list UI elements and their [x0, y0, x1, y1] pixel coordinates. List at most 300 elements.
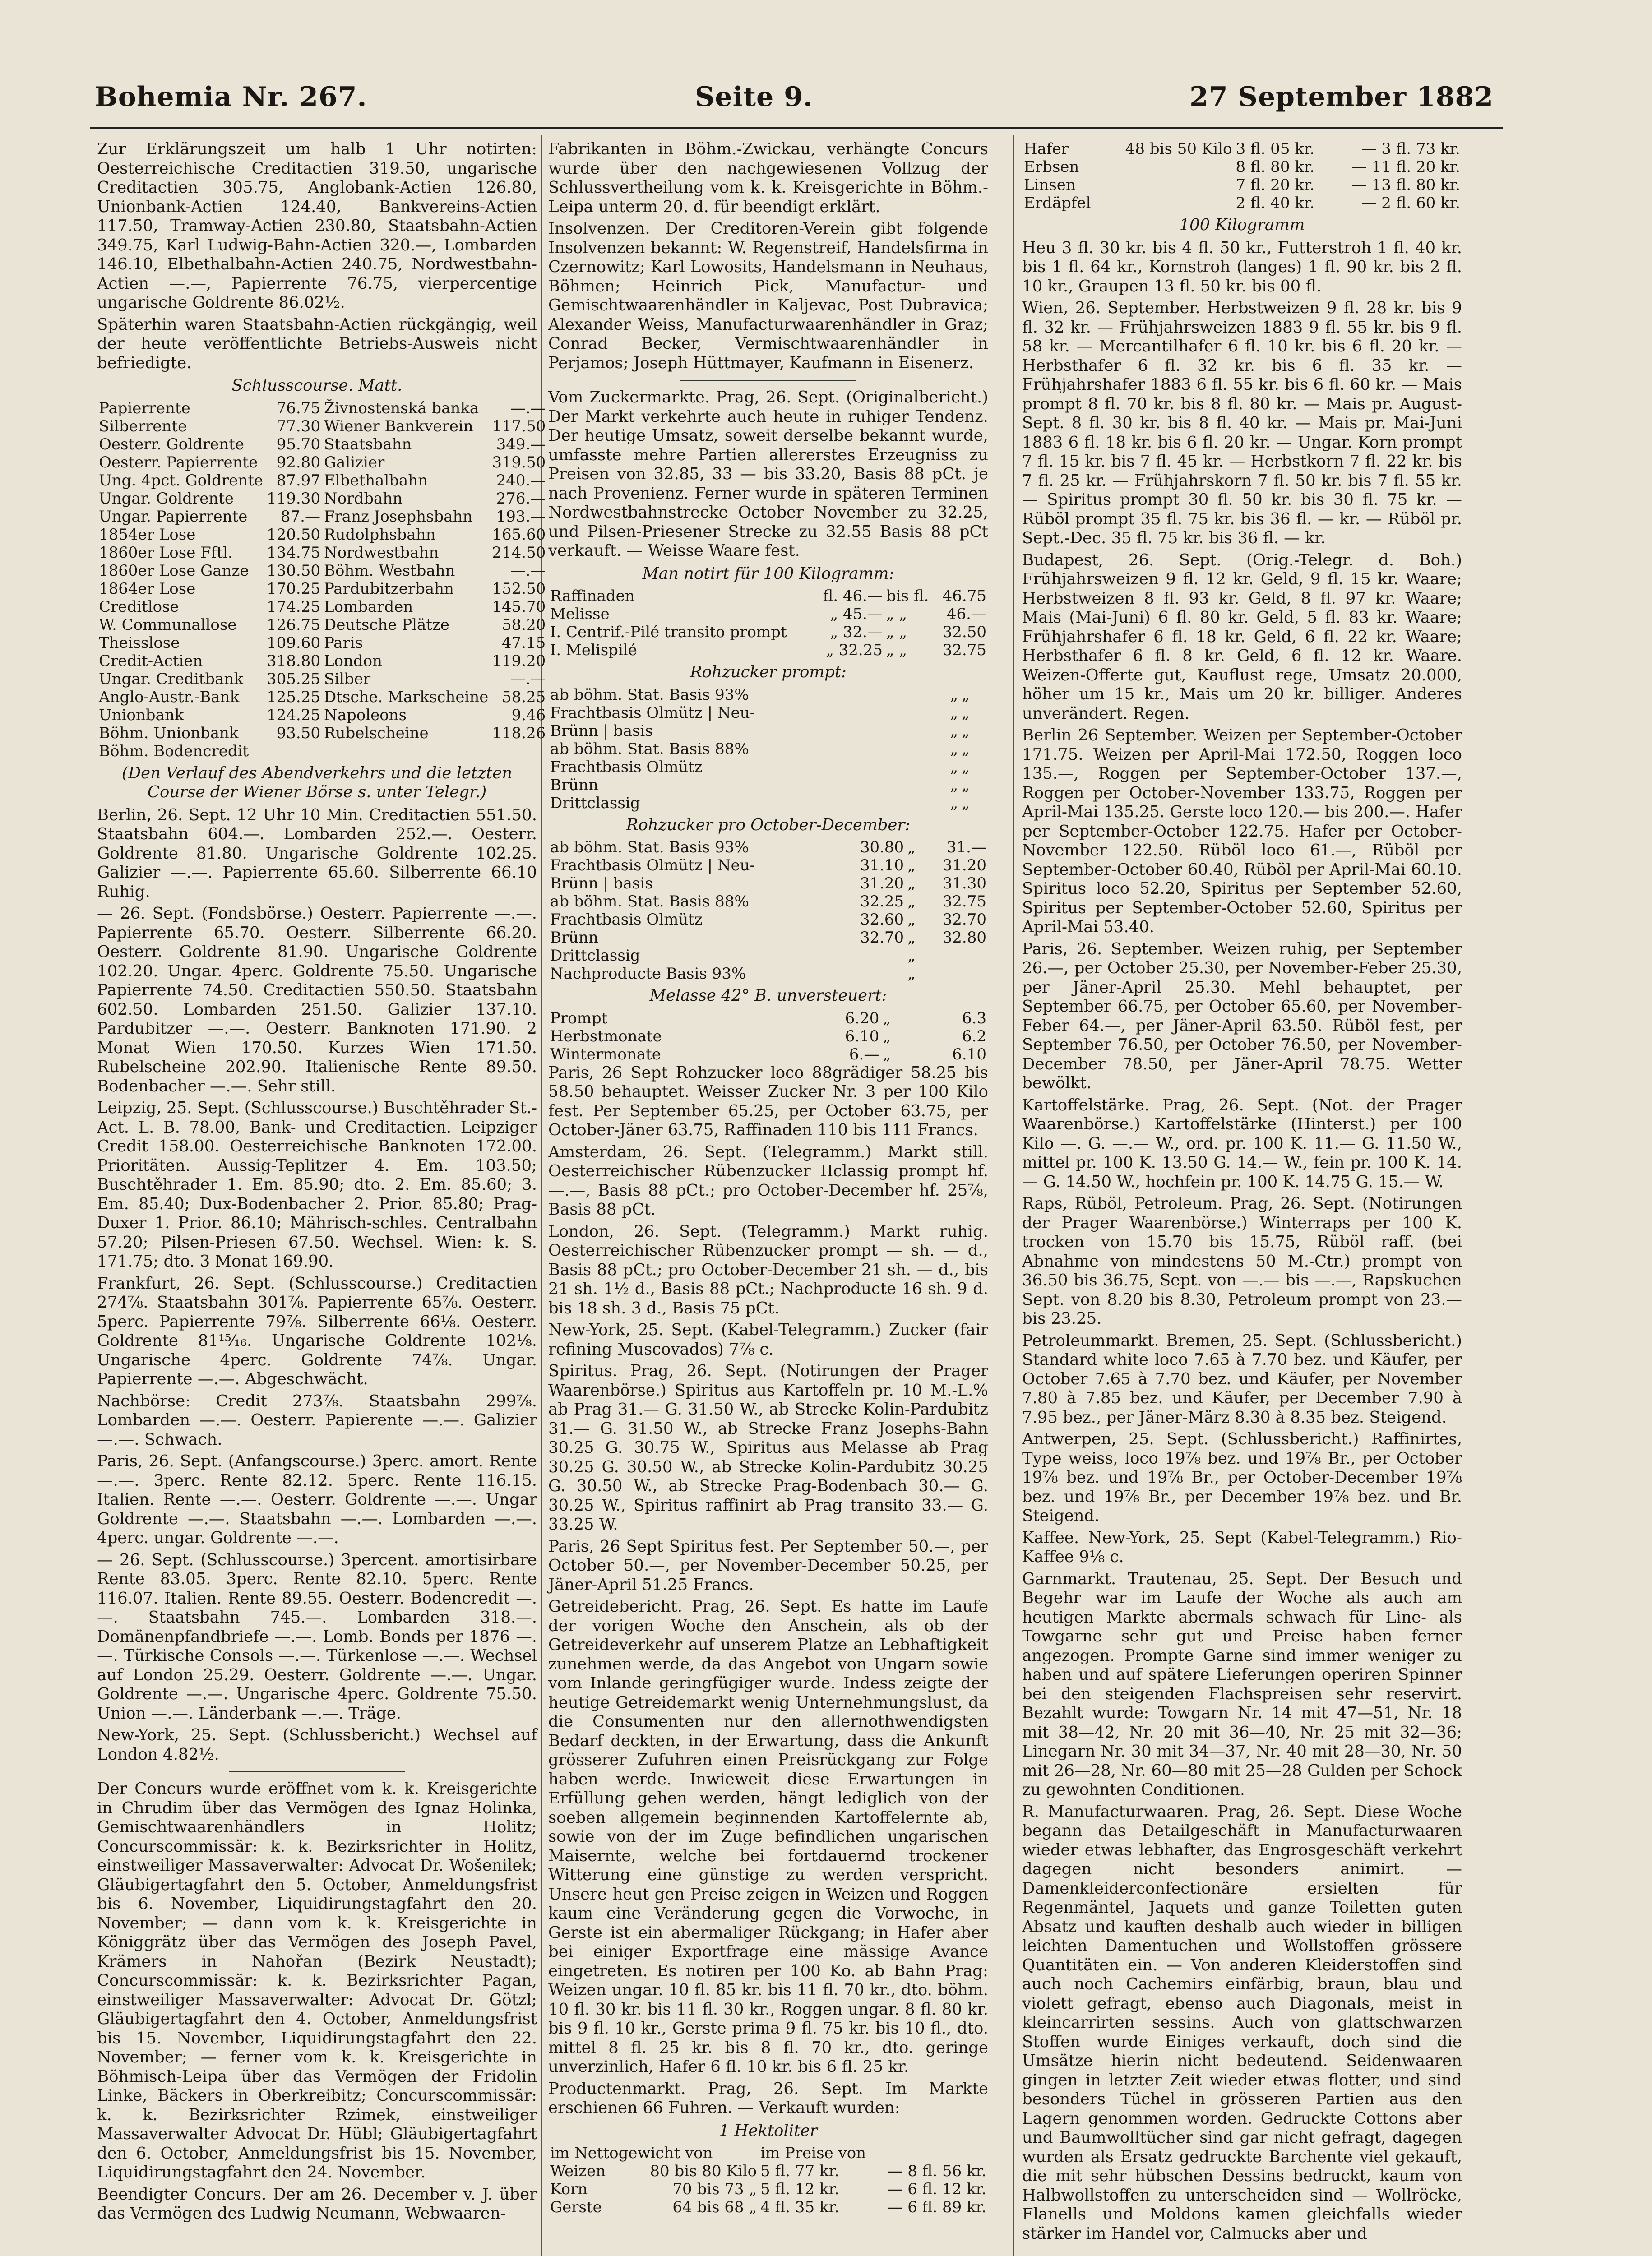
- header-rule: [90, 127, 1503, 129]
- table-cell: 318.80: [266, 652, 320, 670]
- table-cell: ab böhm. Stat. Basis 93%: [550, 685, 749, 704]
- leipzig-report: Leipzig, 25. Sept. (Schlusscourse.) Buschtěhrader St.-Act. L. B. 78.00, Bank- und Creditactien. Leipziger Credit 158.00. Oesterreichische Banknoten 172.00. Prioritäten. Aussig-Teplitzer 4. Em. 103.50; Buschtěhrader 1. Em. 85.90; dto. 2. Em. 85.60; 3. Em. 85.40; Dux-Bodenbacher 2. Prior. 85.80; Prag-Duxer 1. Prior. 86.10; Mährisch-schles. Centralbahn 57.20; Pilsen-Priesen 67.50. Wechsel. Wien: k. S. 171.75; dto. 3 Monat 169.90.: [97, 1099, 537, 1271]
- section-rule: [680, 380, 856, 381]
- petroleum-bremen: Petroleummarkt. Bremen, 25. Sept. (Schlussbericht.) Standard white loco 7.65 à 7.70 bez. und Käufer, per October 7.65 à 7.70 bez. und Käufer, per November 7.80 à 7.85 bez. und Käufer, per December 7.90 à 7.95 bez., per Jäner-März 8.30 à 8.35 bez. Steigend.: [1022, 1331, 1462, 1427]
- table-cell: [1105, 194, 1234, 212]
- textiles-market: R. Manufacturwaaren. Prag, 26. Sept. Diese Woche begann das Detailgeschäft in Manufacturwaaren wieder etwas lebhafter, das Engrosgeschäft verkehrt dagegen nicht besonders animirt. — Damenkleiderconfectionäre ersielten für Regenmäntel, Jaquets und ganze Toiletten guten Absatz und kauften deshalb auch wieder in billigen leichten Damentuchen und Wollstoffen grössere Quantitäten ein. — Von anderen Kleiderstoffen sind auch noch Cachemirs einfärbig, braun, blau und violett gefragt, ebenso auch Diagonals, meist in kleincarrirten sessins. Auch von glattschwarzen Stoffen wurde Einiges verkauft, doch sind die Umsätze hierin nicht bedeutend. Seidenwaaren gingen in letzter Zeit wieder etwas flotter, und sind besonders Tüchel in grösseren Partien aus den Lagern genommen worden. Gedruckte Cottons aber und Baumwolltücher sind gar nicht gefragt, dagegen wurden als Ersatz gedruckte Barchente viel gekauft, die mit sehr hübschen Dessins bedruckt, kaum von Halbwollstoffen zu unterscheiden sind — Wollröcke, Flanells und Moldons kamen gleichfalls wieder stärker im Handel vor, Calmucks aber und: [1022, 1802, 1462, 2243]
- table-cell: 76.75: [276, 399, 320, 417]
- table-cell: „ 32.—: [830, 623, 883, 641]
- table-cell: „: [962, 703, 970, 722]
- table-cell: 31.10: [860, 856, 904, 874]
- table-cell: „: [907, 874, 916, 892]
- table-cell: Franz Josephsbahn: [324, 507, 473, 526]
- table-cell: Gerste: [550, 2198, 602, 2216]
- table-cell: 46.75: [942, 587, 986, 605]
- table-cell: Böhm. Unionbank: [99, 724, 239, 742]
- sugar-row: [548, 587, 988, 605]
- newyork-sugar: New-York, 25. Sept. (Kabel-Telegramm.) Zucker (fair refining Muscovados) 7⅞ c.: [548, 1321, 988, 1359]
- potato-starch: Kartoffelstärke. Prag, 26. Sept. (Not. der Prager Waarenbörse.) Kartoffelstärke (Hinterst.) per 100 Kilo —. G. —.— W., ord. pr. 100 K. 11.— G. 11.50 W., mittel pr. 100 K. 13.50 G. 14.— W., fein pr. 100 K. 14.— G. 14.50 W., hochfein pr. 100 K. 14.75 G. 15.— W.: [1022, 1096, 1462, 1191]
- concurs-notice: Der Concurs wurde eröffnet vom k. k. Kreisgerichte in Chrudim über das Vermögen des Ignaz Holinka, Gemischtwaarenhändlers in Holitz; Concurscommissär: k. k. Bezirksrichter in Holitz, einstweiliger Massaverwalter: Advocat Dr. Wošenilek; Gläubigertagfahrt den 5. October, Anmeldungsfrist bis 6. November, Liquidirungstagfahrt den 20. November; — dann vom k. k. Kreisgerichte in Königgrätz über das Vermögen des Joseph Pavel, Krämers in Nahořan (Bezirk Neustadt); Concurscommissär: k. k. Bezirksrichter Pagan, einstweiliger Massaverwalter: Advocat Dr. Götzl; Gläubigertagfahrt den 4. October, Anmeldungsfrist bis 15. November, Liquidirungstagfahrt den 22. November; — ferner vom k. k. Kreisgerichte in Böhmisch-Leipa über das Vermögen der Fridolin Linke, Bäckers in Oberkreibitz; Concurscommissär: k. k. Bezirksrichter Rzimek, einstweiliger Massaverwalter Advocat Dr. Hübl; Gläubigertagfahrt den 6. October, Anmeldungsfrist bis 15. November, Liquidirungstagfahrt den 24. November.: [97, 1780, 537, 2182]
- table-cell: „ „: [886, 605, 907, 623]
- raw-sugar-row: [548, 892, 988, 911]
- table-cell: „: [950, 703, 958, 722]
- table-cell: 93.50: [276, 724, 320, 742]
- table-cell: Brünn: [550, 776, 598, 794]
- column-2: [548, 140, 988, 2256]
- table-cell: Erbsen: [1024, 158, 1079, 176]
- table-cell: 87.97: [276, 471, 320, 490]
- table-cell: 276.—: [496, 489, 546, 508]
- table-cell: Melisse: [550, 605, 610, 623]
- table-cell: Herbstmonate: [550, 1027, 662, 1045]
- closing-rates-table: [97, 399, 547, 760]
- produce-row: [1022, 158, 1462, 176]
- table-cell: 109.60: [266, 633, 320, 652]
- table-cell: 6.3: [962, 1009, 986, 1027]
- table-cell: 32.75: [942, 641, 986, 659]
- table-cell: 7 fl. 20 kr.: [1236, 176, 1315, 194]
- rate-row: [97, 706, 547, 724]
- produce-market: Productenmarkt. Prag, 26. Sept. Im Markte erschienen 66 Fuhren. — Verkauft wurden:: [548, 2079, 988, 2117]
- produce-col-weight: im Nettogewicht von: [550, 2144, 713, 2162]
- table-cell: 4 fl. 35 kr.: [760, 2198, 839, 2216]
- sugar-market: Vom Zuckermarkte. Prag, 26. Sept. (Originalbericht.) Der Markt verkehrte auch heute in ruhiger Tendenz. Der heutige Umsatz, soweit derselbe bekannt wurde, umfasste mehre Partien allererstes Erzeugniss zu Preisen von 32.85, 33 — bis 33.20, Basis 88 pCt. je nach Provenienz. Ferner wurde in späteren Terminen Nordwestbahnstrecke October November zu 32.25, und Pilsen-Priesener Strecke zu 32.55 Basis 88 pCt verkauft. — Weisse Waare fest.: [548, 388, 988, 560]
- molasses-row: [548, 1045, 988, 1063]
- table-cell: 152.50: [492, 579, 546, 598]
- rate-row: [97, 435, 547, 453]
- table-cell: —.—: [510, 561, 546, 580]
- raw-sugar-prompt-table: [548, 686, 988, 812]
- column-divider: [1013, 135, 1014, 2256]
- raw-sugar-row: [548, 794, 988, 812]
- vienna-grain: Wien, 26. September. Herbstweizen 9 fl. 28 kr. bis 9 fl. 32 kr. — Frühjahrsweizen 1883 9 fl. 55 kr. bis 9 fl. 58 kr. — Mercantilhafer 6 fl. 10 kr. bis 6 fl. 20 kr. — Herbsthafer 6 fl. 32 kr. bis 6 fl. 35 kr. — Frühjahrshafer 1883 6 fl. 55 kr. bis 6 fl. 60 kr. — Mais prompt 8 fl. 70 kr. bis 8 fl. 80 kr. — Mais pr. August-Sept. 8 fl. 30 kr. bis 8 fl. 40 kr. — Mais pr. Mai-Juni 1883 6 fl. 18 kr. bis 6 fl. 20 kr. — Ungar. Korn prompt 7 fl. 15 kr. bis 7 fl. 45 kr. — Herbstkorn 7 fl. 22 kr. bis 7 fl. 25 kr. — Frühjahrskorn 7 fl. 50 kr. bis 7 fl. 55 kr. — Spiritus prompt 30 fl. 50 kr. bis 30 fl. 75 kr. — Rüböl prompt 35 fl. 75 kr. bis 36 fl. — kr. — Rüböl pr. Sept.-Dec. 35 fl. 75 kr. bis 36 fl. — kr.: [1022, 299, 1462, 547]
- table-cell: Nachproducte Basis 93%: [550, 965, 746, 983]
- london-sugar: London, 26. Sept. (Telegramm.) Markt ruhig. Oesterreichischer Rübenzucker prompt — sh. — d., Basis 88 pCt.; pro October-December 21 sh. — d., bis 21 sh. 1½ d., Basis 88 pCt.; Nachproducte 16 sh. 9 d. bis 18 sh. 3 d., Basis 75 pCt.: [548, 1222, 988, 1318]
- raw-sugar-row: [548, 911, 988, 929]
- table-cell: 46.—: [946, 605, 986, 623]
- raw-sugar-row: [548, 722, 988, 740]
- closing-rates-title: Schlusscourse. Matt.: [231, 376, 403, 395]
- table-cell: 120.50: [266, 525, 320, 544]
- petroleum-antwerp: Antwerpen, 25. Sept. (Schlussbericht.) Raffinirtes, Type weiss, loco 19⅞ bez. und 19⅞ Br., per October 19⅞ bez. und 19⅞ Br., per October-December 19⅞ bez. und 19⅞ Br., per December 19⅞ bez. und Br. Steigend.: [1022, 1430, 1462, 1525]
- rate-row: [97, 652, 547, 670]
- table-cell: 305.25: [266, 670, 320, 688]
- table-cell: „: [962, 794, 970, 812]
- table-cell: Frachtbasis Olmütz | Neu-: [550, 856, 755, 874]
- table-cell: Dtsche. Markscheine: [324, 688, 489, 706]
- table-cell: ab böhm. Stat. Basis 88%: [550, 892, 749, 911]
- table-cell: 31.30: [942, 874, 986, 892]
- table-cell: 6.20: [845, 1009, 879, 1027]
- masthead: Bohemia Nr. 267.: [95, 81, 367, 113]
- table-cell: Raffinaden: [550, 587, 635, 605]
- paris-closing: — 26. Sept. (Schlusscourse.) 3percent. amortisirbare Rente 83.05. 3perc. Rente 82.10. 5perc. Rente 116.07. Italien. Rente 89.55. Oesterr. Bodencredit —.—. Staatsbahn 745.—. Lombarden 318.—. Domänenpfandbriefe —.—. Lomb. Bonds per 1876 —.—. Türkische Consols —.—. Türkenlose —.—. Wechsel auf London 25.29. Oesterr. Goldrente —.—. Ungar. Goldrente —.—. Ungarische 4perc. Goldrente 75.50. Union —.—. Länderbank —.—. Träge.: [97, 1550, 537, 1723]
- table-cell: Ungar. Papierrente: [99, 507, 248, 526]
- table-cell: 32.60: [860, 911, 904, 929]
- table-cell: 31.20: [942, 856, 986, 874]
- rate-row: [97, 453, 547, 472]
- table-cell: 80 bis 80 Kilo: [650, 2162, 757, 2180]
- table-cell: 32.25: [860, 892, 904, 911]
- table-cell: [981, 704, 988, 722]
- table-cell: „: [950, 685, 958, 704]
- table-cell: Ungar. Goldrente: [99, 489, 234, 508]
- table-cell: — 6 fl. 12 kr.: [887, 2180, 986, 2198]
- table-cell: 31.—: [946, 838, 986, 856]
- table-cell: „: [907, 856, 916, 874]
- table-cell: „: [907, 947, 916, 965]
- table-cell: 134.75: [266, 543, 320, 562]
- table-cell: — 6 fl. 89 kr.: [887, 2198, 986, 2216]
- table-cell: [839, 947, 906, 965]
- rate-row: [97, 598, 547, 616]
- table-cell: [322, 742, 490, 760]
- table-cell: Erdäpfel: [1024, 194, 1091, 212]
- rate-row: [97, 616, 547, 634]
- insolvency-notice: Insolvenzen. Der Creditoren-Verein gibt folgende Insolvenzen bekannt: W. Regenstreif, Handelsfirma in Czernowitz; Karl Lowosits, Handelsmann in Neuhaus, Böhmen; Heinrich Pick, Manufactur- und Gemischtwaarenhändler in Kaljevac, Post Dubravica; Alexander Weiss, Manufacturwaarenhändler in Graz; Conrad Becker, Vermischtwaarenhändler in Perjamos; Joseph Hüttmayer, Kaufmann in Eisenerz.: [548, 219, 988, 372]
- table-cell: 117.50: [492, 417, 546, 435]
- table-cell: 6.2: [962, 1027, 986, 1045]
- sugar-row: [548, 641, 988, 659]
- table-cell: Silberrente: [99, 417, 187, 435]
- table-cell: Silber: [324, 670, 371, 688]
- table-cell: 2 fl. 40 kr.: [1236, 194, 1315, 212]
- exchange-intro: Zur Erklärungszeit um halb 1 Uhr notirten: Oesterreichische Creditactien 319.50, ungarische Creditactien 305.75, Anglobank-Actien 126.80, Unionbank-Actien 124.40, Bankvereins-Actien 117.50, Tramway-Actien 230.80, Staatsbahn-Actien 349.75, Karl Ludwig-Bahn-Actien 320.—, Lombarden 146.10, Elbethalbahn-Actien 240.75, Nordwestbahn-Actien —.—, Papierrente 76.75, vierpercentige ungarische Goldrente 86.02½.: [97, 140, 537, 312]
- table-cell: 5 fl. 12 kr.: [760, 2180, 839, 2198]
- column-1: [97, 140, 546, 2256]
- table-cell: 130.50: [266, 561, 320, 580]
- rate-row: [97, 544, 547, 562]
- molasses-table: [548, 1009, 988, 1063]
- paris-report: Paris, 26. Sept. (Anfangscourse.) 3perc. amort. Rente —.—. 3perc. Rente 82.12. 5perc. Rente 116.15. Italien. Rente —.—. Oesterr. Goldrente —.—. Ungar Goldrente —.—. Staatsbahn —.—. Lombarden —.—. 4perc. ungar. Goldrente —.—.: [97, 1452, 537, 1547]
- table-cell: [981, 740, 988, 758]
- table-cell: Pardubitzerbahn: [324, 579, 454, 598]
- table-cell: Prompt: [550, 1009, 608, 1027]
- table-cell: I. Melispilé: [550, 641, 637, 659]
- table-cell: 119.20: [492, 652, 546, 670]
- table-cell: Brünn | basis: [550, 721, 653, 740]
- table-cell: Drittclassig: [550, 947, 640, 965]
- table-cell: 58.20: [501, 615, 546, 634]
- raw-sugar-row: [548, 838, 988, 856]
- table-cell: ab böhm. Stat. Basis 88%: [550, 740, 749, 758]
- table-cell: 5 fl. 77 kr.: [760, 2162, 839, 2180]
- table-cell: Rudolphsbahn: [324, 525, 436, 544]
- closing-rates-note: (Den Verlauf des Abendverkehrs und die letzten Course der Wiener Börse s. unter Telegr.): [121, 763, 513, 801]
- table-cell: [1105, 176, 1234, 194]
- sugar-subhead: Man notirt für 100 Kilogramm:: [642, 564, 894, 583]
- table-cell: „ „: [886, 641, 907, 659]
- table-cell: Lombarden: [324, 597, 413, 616]
- raw-sugar-row: [548, 686, 988, 704]
- table-cell: 32.80: [942, 929, 986, 947]
- table-cell: 165.60: [492, 525, 546, 544]
- paris-sugar: Paris, 26 Sept Rohzucker loco 88grädiger 58.25 bis 58.50 behauptet. Weisser Zucker Nr. 3 per 100 Kilo fest. Per September 65.25, per October 63.75, per October-Jäner 63.75, Raffinaden 110 bis 111 Francs.: [548, 1063, 988, 1139]
- grain-report: Getreidebericht. Prag, 26. Sept. Es hatte im Laufe der vorigen Woche den Anschein, als ob der Getreideverkehr auf unserem Platze an Lebhaftigkeit zunehmen werde, da das Angebot von Ungarn sowie vom Inlande geringfügiger wurde. Indess zeigte der heutige Getreidemarkt wenig Unternehmungslust, da die Consumenten nur den allernothwendigsten Bedarf deckten, in der Erwartung, dass die Ankunft grösserer Zufuhren einen Preisrückgang zur Folge haben werde. Inwieweit diese Erwartungen in Erfüllung gehen werden, hängt lediglich von der soeben allgemein beginnenden Kartoffelernte ab, sowie von der im Zuge befindlichen ungarischen Maisernte, welche bei fortdauernd trockener Witterung eine günstige zu werden verspricht. Unsere heut gen Preise zeigen in Weizen und Roggen kaum eine Veränderung gegen die Vorwoche, in Gerste ist ein abermaliger Rückgang; in Hafer aber bei einiger Exportfrage eine mässige Avance eingetreten. Es notiren per 100 Ko. ab Bahn Prag: Weizen ungar. 10 fl. 85 kr. bis 11 fl. 70 kr., dto. böhm. 10 fl. 30 kr. bis 11 fl. 30 kr., Roggen ungar. 8 fl. 80 kr. bis 9 fl. 10 kr., Gerste prima 9 fl. 75 kr. bis 10 fl., dto. mittel 8 fl. 25 kr. bis 8 fl. 70 kr., dto. geringe unverzinlich, Hafer 6 fl. 10 kr. bis 6 fl. 25 kr.: [548, 1597, 988, 2076]
- hay-prices: Heu 3 fl. 30 kr. bis 4 fl. 50 kr., Futterstroh 1 fl. 40 kr. bis 1 fl. 64 kr., Kornstroh (langes) 1 fl. 90 kr. bis 2 fl. 10 kr., Graupen 13 fl. 50 kr. bis 00 fl.: [1022, 238, 1462, 296]
- exchange-note: Späterhin waren Staatsbahn-Actien rückgängig, weil der heute veröffentlichte Betriebs-Ausweis nicht befriedigte.: [97, 315, 537, 372]
- raw-sugar-oct-table: [548, 838, 988, 983]
- rate-row: [97, 634, 547, 652]
- produce-col-price: im Preise von: [760, 2144, 866, 2162]
- sugar-row: [548, 605, 988, 623]
- section-rule: [229, 1771, 405, 1772]
- table-cell: „: [962, 721, 970, 740]
- table-cell: Theisslose: [99, 633, 180, 652]
- sugar-row: [548, 623, 988, 641]
- table-cell: „: [950, 758, 958, 776]
- table-cell: „: [950, 721, 958, 740]
- table-cell: „: [962, 758, 970, 776]
- table-cell: — 8 fl. 56 kr.: [887, 2162, 986, 2180]
- table-cell: „: [883, 1027, 891, 1045]
- newyork-report: New-York, 25. Sept. (Schlussbericht.) Wechsel auf London 4.82½.: [97, 1726, 537, 1764]
- table-cell: „: [883, 1045, 891, 1063]
- table-cell: Creditlose: [99, 597, 179, 616]
- table-cell: [490, 742, 547, 760]
- raw-sugar-row: [548, 740, 988, 758]
- table-cell: „: [962, 685, 970, 704]
- table-cell: Brünn: [550, 929, 598, 947]
- table-cell: „: [907, 838, 916, 856]
- table-cell: ab böhm. Stat. Basis 93%: [550, 838, 749, 856]
- raw-sugar-prompt-head: Rohzucker prompt:: [690, 663, 847, 681]
- table-cell: [922, 947, 988, 965]
- table-cell: Rubelscheine: [324, 724, 429, 742]
- table-cell: Hafer: [1024, 140, 1069, 158]
- budapest-grain: Budapest, 26. Sept. (Orig.-Telegr. d. Boh.) Frühjahrsweizen 9 fl. 12 kr. Geld, 9 fl. 15 kr. Waare; Herbstweizen 8 fl. 93 kr. Geld, 8 fl. 97 kr. Waare; Mais (Mai-Juni) 6 fl. 80 kr. Geld, 5 fl. 83 kr. Waare; Frühjahrshafer 6 fl. 18 kr. Geld, 6 fl. 22 kr. Waare; Herbsthafer 6 fl. 8 kr. Geld, 6 fl. 12 kr. Waare. Weizen-Offerte gut, Kauflust rege, Umsatz 20.000, höher um 15 kr., Mais um 20 kr. billiger. Anderes unverändert. Regen.: [1022, 550, 1462, 723]
- table-cell: [981, 776, 988, 794]
- raw-sugar-row: [548, 856, 988, 874]
- raw-sugar-row: [548, 947, 988, 965]
- amsterdam-sugar: Amsterdam, 26. Sept. (Telegramm.) Markt still. Oesterreichischer Rübenzucker IIclassig prompt hf. —.—, Basis 88 pCt.; pro October-December hf. 25⅞, Basis 88 pCt.: [548, 1142, 988, 1219]
- table-cell: Napoleons: [324, 706, 407, 724]
- table-cell: [981, 722, 988, 740]
- rate-row: [97, 562, 547, 580]
- rate-row: [97, 688, 547, 706]
- table-cell: Papierrente: [99, 399, 190, 417]
- concurs-continuation: Fabrikanten in Böhm.-Zwickau, verhängte Concurs wurde über den nachgewiesenen Vollzug der Schlussvertheilung vom k. k. Kreisgerichte in Böhm.-Leipa unterm 20. d. für beendigt erklärt.: [548, 140, 988, 216]
- table-cell: 47.15: [501, 633, 546, 652]
- table-cell: Nordbahn: [324, 489, 403, 508]
- molasses-row: [548, 1009, 988, 1027]
- table-cell: Credit-Actien: [99, 652, 203, 670]
- table-cell: 95.70: [276, 435, 320, 453]
- table-cell: 1864er Lose: [99, 579, 196, 598]
- table-cell: 124.25: [266, 706, 320, 724]
- table-cell: 8 fl. 80 kr.: [1236, 158, 1315, 176]
- table-cell: —.—: [510, 670, 546, 688]
- table-cell: 32.50: [942, 623, 986, 641]
- table-cell: 70 bis 73 „: [672, 2180, 757, 2198]
- table-cell: Galizier: [324, 453, 385, 472]
- sugar-table: [548, 587, 988, 659]
- berlin-grain: Berlin 26 September. Weizen per September-October 171.75. Weizen per April-Mai 172.50, Roggen loco 135.—, Roggen per September-October 137.—, Roggen per October-November 133.75, Roggen per April-Mai 135.25. Gerste loco 120.— bis 200.—. Hafer per September-October 122.75. Hafer per October-November 122.50. Rüböl loco 61.—, Rüböl per September-October 60.40, Rüböl per April-Mai 60.10. Spiritus loco 52.20, Spiritus per September 52.60, Spiritus per September-October 52.60, Spiritus per April-Mai 53.40.: [1022, 726, 1462, 936]
- frankfurt-report: Frankfurt, 26. Sept. (Schlusscourse.) Creditactien 274⅞. Staatsbahn 301⅞. Papierrente 65⅞. Oesterr. 5perc. Papierrente 79⅞. Silberrente 66⅛. Oesterr. Goldrente 81¹⁵⁄₁₆. Ungarische Goldrente 102⅛. Ungarische 4perc. Goldrente 74⅞. Ungar. Papierrente —.—. Abgeschwächt.: [97, 1274, 537, 1388]
- table-cell: 193.—: [496, 507, 546, 526]
- table-cell: „: [962, 776, 970, 794]
- table-cell: Frachtbasis Olmütz: [550, 911, 703, 929]
- table-cell: —.—: [510, 399, 546, 417]
- table-cell: 319.50: [492, 453, 546, 472]
- molasses-head: Melasse 42° B. unversteuert:: [649, 986, 887, 1005]
- rate-row: [97, 724, 547, 742]
- berlin-fondsboerse: — 26. Sept. (Fondsbörse.) Oesterr. Papierrente —.—. Papierrente 65.70. Oesterr. Silberrente 66.20. Oesterr. Goldrente 81.90. Ungarische Goldrente 102.20. Ungar. 4perc. Goldrente 75.50. Ungarische Papierrente 74.50. Creditactien 550.50. Staatsbahn 602.50. Lombarden 251.50. Galizier 137.10. Pardubitzer —.—. Oesterr. Banknoten 171.90. 2 Monat Wien 170.50. Kurzes Wien 171.50. Rubelscheine 202.90. Italienische Rente 89.50. Bodenbacher —.—. Sehr still.: [97, 904, 537, 1096]
- berlin-report: Berlin, 26. Sept. 12 Uhr 10 Min. Creditactien 551.50. Staatsbahn 604.—. Lombarden 252.—. Oesterr. Goldrente 81.80. Ungarische Goldrente 102.25. Galizier —.—. Papierrente 65.60. Silberrente 66.10 Ruhig.: [97, 805, 537, 901]
- table-cell: „: [950, 776, 958, 794]
- spirits-market: Spiritus. Prag, 26. Sept. (Notirungen der Prager Waarenbörse.) Spiritus aus Kartoffeln pr. 10 M.-L.% ab Prag 31.— G. 31.50 W., ab Strecke Kolin-Pardubitz 31.— G. 31.50 W., ab Strecke Franz Josephs-Bahn 30.25 G. 30.75 W., Spiritus aus Melasse ab Prag 30.25 G. 30.50 W., ab Strecke Kolin-Pardubitz 30.25 G. 30.50 W., ab Strecke Prag-Bodenbach 30.— G. 30.25 W., Spiritus raffinirt ab Prag transito 33.— G. 33.25 W.: [548, 1362, 988, 1534]
- table-cell: „: [907, 892, 916, 911]
- table-cell: 92.80: [276, 453, 320, 472]
- table-cell: [265, 742, 322, 760]
- table-cell: Oesterr. Papierrente: [99, 453, 258, 472]
- table-cell: Živnostenská banka: [324, 399, 479, 417]
- table-cell: Wiener Bankverein: [324, 417, 473, 435]
- rate-row: [97, 508, 547, 526]
- table-cell: „: [907, 911, 916, 929]
- table-cell: 31.20: [860, 874, 904, 892]
- concurs-ended: Beendigter Concurs. Der am 26. December v. J. über das Vermögen des Ludwig Neumann, Webwaaren-: [97, 2185, 537, 2223]
- table-cell: „: [962, 740, 970, 758]
- table-cell: W. Communallose: [99, 615, 237, 634]
- table-cell: fl. 46.—: [823, 587, 883, 605]
- table-cell: — 2 fl. 60 kr.: [1361, 194, 1460, 212]
- rate-row: [97, 490, 547, 508]
- produce-table: [548, 2144, 988, 2216]
- table-cell: „ 32.25: [826, 641, 883, 659]
- table-cell: Oesterr. Goldrente: [99, 435, 244, 453]
- table-cell: [839, 965, 906, 983]
- table-cell: [981, 794, 988, 812]
- table-cell: 118.26: [492, 724, 546, 742]
- table-cell: [981, 686, 988, 704]
- table-cell: 145.70: [492, 597, 546, 616]
- rate-row: [97, 472, 547, 490]
- table-cell: 125.25: [266, 688, 320, 706]
- table-cell: Deutsche Plätze: [324, 615, 449, 634]
- raw-sugar-row: [548, 965, 988, 983]
- table-cell: 1860er Lose Fftl.: [99, 543, 233, 562]
- produce-row: [548, 2198, 988, 2216]
- table-cell: Böhm. Bodencredit: [99, 742, 249, 760]
- rate-row: [97, 742, 547, 760]
- page-number: Seite 9.: [695, 81, 813, 113]
- table-cell: Staatsbahn: [324, 435, 412, 453]
- table-cell: Anglo-Austr.-Bank: [99, 688, 240, 706]
- table-cell: 3 fl. 05 kr.: [1236, 140, 1315, 158]
- rate-row: [97, 580, 547, 598]
- table-cell: Ung. 4pct. Goldrente: [99, 471, 263, 490]
- table-cell: Ungar. Creditbank: [99, 670, 243, 688]
- table-cell: 64 bis 68 „: [672, 2198, 757, 2216]
- produce-row: [1022, 140, 1462, 158]
- table-cell: 6.—: [849, 1045, 879, 1063]
- raw-sugar-row: [548, 776, 988, 794]
- raw-sugar-oct-head: Rohzucker pro October-December:: [626, 815, 911, 834]
- table-cell: London: [324, 652, 383, 670]
- table-cell: 240.—: [496, 471, 546, 490]
- produce-row: [548, 2162, 988, 2180]
- table-cell: 58.25: [501, 688, 546, 706]
- table-cell: 32.75: [942, 892, 986, 911]
- table-cell: Wintermonate: [550, 1045, 661, 1063]
- table-cell: I. Centrif.-Pilé transito prompt: [550, 623, 787, 641]
- table-cell: 9.46: [511, 706, 546, 724]
- table-cell: Böhm. Westbahn: [324, 561, 455, 580]
- rate-row: [97, 526, 547, 544]
- table-cell: 32.70: [942, 911, 986, 929]
- nachboerse-report: Nachbörse: Credit 273⅞. Staatsbahn 299⅞. Lombarden —.—. Oesterr. Papierente —.—. Galizier —.—. Schwach.: [97, 1392, 537, 1449]
- page-header: [86, 68, 1503, 122]
- produce-row: [548, 2180, 988, 2198]
- column-3: [1022, 140, 1462, 2256]
- table-cell: 170.25: [266, 579, 320, 598]
- produce-row: [1022, 194, 1462, 212]
- table-cell: Linsen: [1024, 176, 1076, 194]
- table-cell: 87.—: [280, 507, 320, 526]
- table-cell: 349.—: [496, 435, 546, 453]
- table-cell: Frachtbasis Olmütz | Neu-: [550, 703, 755, 722]
- table-cell: Drittclassig: [550, 794, 640, 812]
- produce-row: [1022, 176, 1462, 194]
- rate-row: [97, 670, 547, 688]
- paris-grain: Paris, 26. September. Weizen ruhig, per September 26.—, per October 25.30, per November-Feber 25.30, per Jäner-April 25.30. Mehl behauptet, per September 66.75, per October 65.60, per November-Feber 64.—, per Jäner-April 63.50. Rüböl fest, per September 76.50, per October 76.50, per November-December 78.50, per Jäner-April 78.75. Wetter bewölkt.: [1022, 939, 1462, 1092]
- table-cell: „: [950, 740, 958, 758]
- paris-spirits: Paris, 26 Sept Spiritus fest. Per September 50.—, per October 50.—, per November-December 50.25, per Jäner-April 51.25 Francs.: [548, 1537, 988, 1594]
- table-cell: Korn: [550, 2180, 588, 2198]
- table-cell: „ 45.—: [830, 605, 883, 623]
- table-cell: „: [907, 965, 916, 983]
- table-cell: „: [907, 929, 916, 947]
- table-cell: Weizen: [550, 2162, 606, 2180]
- table-cell: „: [950, 794, 958, 812]
- table-cell: bis fl.: [886, 587, 929, 605]
- rate-row: [97, 417, 547, 435]
- table-cell: 6.10: [952, 1045, 986, 1063]
- table-cell: — 11 fl. 20 kr.: [1351, 158, 1460, 176]
- raw-sugar-row: [548, 874, 988, 892]
- table-cell: [922, 965, 988, 983]
- produce-table-cont: [1022, 140, 1462, 212]
- table-cell: 77.30: [276, 417, 320, 435]
- table-cell: Unionbank: [99, 706, 184, 724]
- hectoliter-head: 1 Hektoliter: [719, 2121, 818, 2140]
- table-cell: 214.50: [492, 543, 546, 562]
- table-cell: 126.75: [266, 615, 320, 634]
- table-cell: Brünn | basis: [550, 874, 653, 892]
- table-cell: 1860er Lose Ganze: [99, 561, 249, 580]
- table-cell: [981, 758, 988, 776]
- raw-sugar-row: [548, 758, 988, 776]
- rapeseed-oil: Raps, Rüböl, Petroleum. Prag, 26. Sept. (Notirungen der Prager Waarenbörse.) Winterraps per 100 K. trocken von 15.70 bis 15.75, Rüböl raff. (bei Abnahme von mindestens 50 M.-Ctr.) prompt von 36.50 bis 36.75, Sept. von —.— bis —.—, Rapskuchen Sept. von 8.20 bis 8.30, Petroleum prompt von 23.— bis 23.25.: [1022, 1194, 1462, 1328]
- table-cell: [1105, 158, 1234, 176]
- table-cell: — 3 fl. 73 kr.: [1361, 140, 1460, 158]
- molasses-row: [548, 1027, 988, 1045]
- table-cell: 119.30: [266, 489, 320, 508]
- table-cell: Nordwestbahn: [324, 543, 439, 562]
- raw-sugar-row: [548, 704, 988, 722]
- table-cell: 6.10: [845, 1027, 879, 1045]
- coffee-market: Kaffee. New-York, 25. Sept (Kabel-Telegramm.) Rio-Kaffee 9⅛ c.: [1022, 1528, 1462, 1566]
- issue-date: 27 September 1882: [1189, 81, 1494, 113]
- table-cell: 32.70: [860, 929, 904, 947]
- table-cell: 1854er Lose: [99, 525, 196, 544]
- kilogram-head: 100 Kilogramm: [1179, 216, 1305, 234]
- table-cell: Frachtbasis Olmütz: [550, 758, 703, 776]
- table-cell: „ „: [886, 623, 907, 641]
- table-cell: Paris: [324, 633, 363, 652]
- yarn-market: Garnmarkt. Trautenau, 25. Sept. Der Besuch und Begehr war im Laufe der Woche als auch am heutigen Markte abermals schwach für Line- als Towgarne sehr gut und Preise haben ferner angezogen. Prompte Garne sind immer weniger zu haben und auf spätere Lieferungen operiren Spinner bei den steigenden Flachspreisen sehr reservirt. Bezahlt wurde: Towgarn Nr. 14 mit 47—51, Nr. 18 mit 38—42, Nr. 20 mit 36—40, Nr. 25 mit 32—36; Linegarn Nr. 30 mit 34—37, Nr. 40 mit 28—30, Nr. 50 mit 26—28, Nr. 60—80 mit 25—28 Gulden per Schock zu gewohnten Conditionen.: [1022, 1569, 1462, 1799]
